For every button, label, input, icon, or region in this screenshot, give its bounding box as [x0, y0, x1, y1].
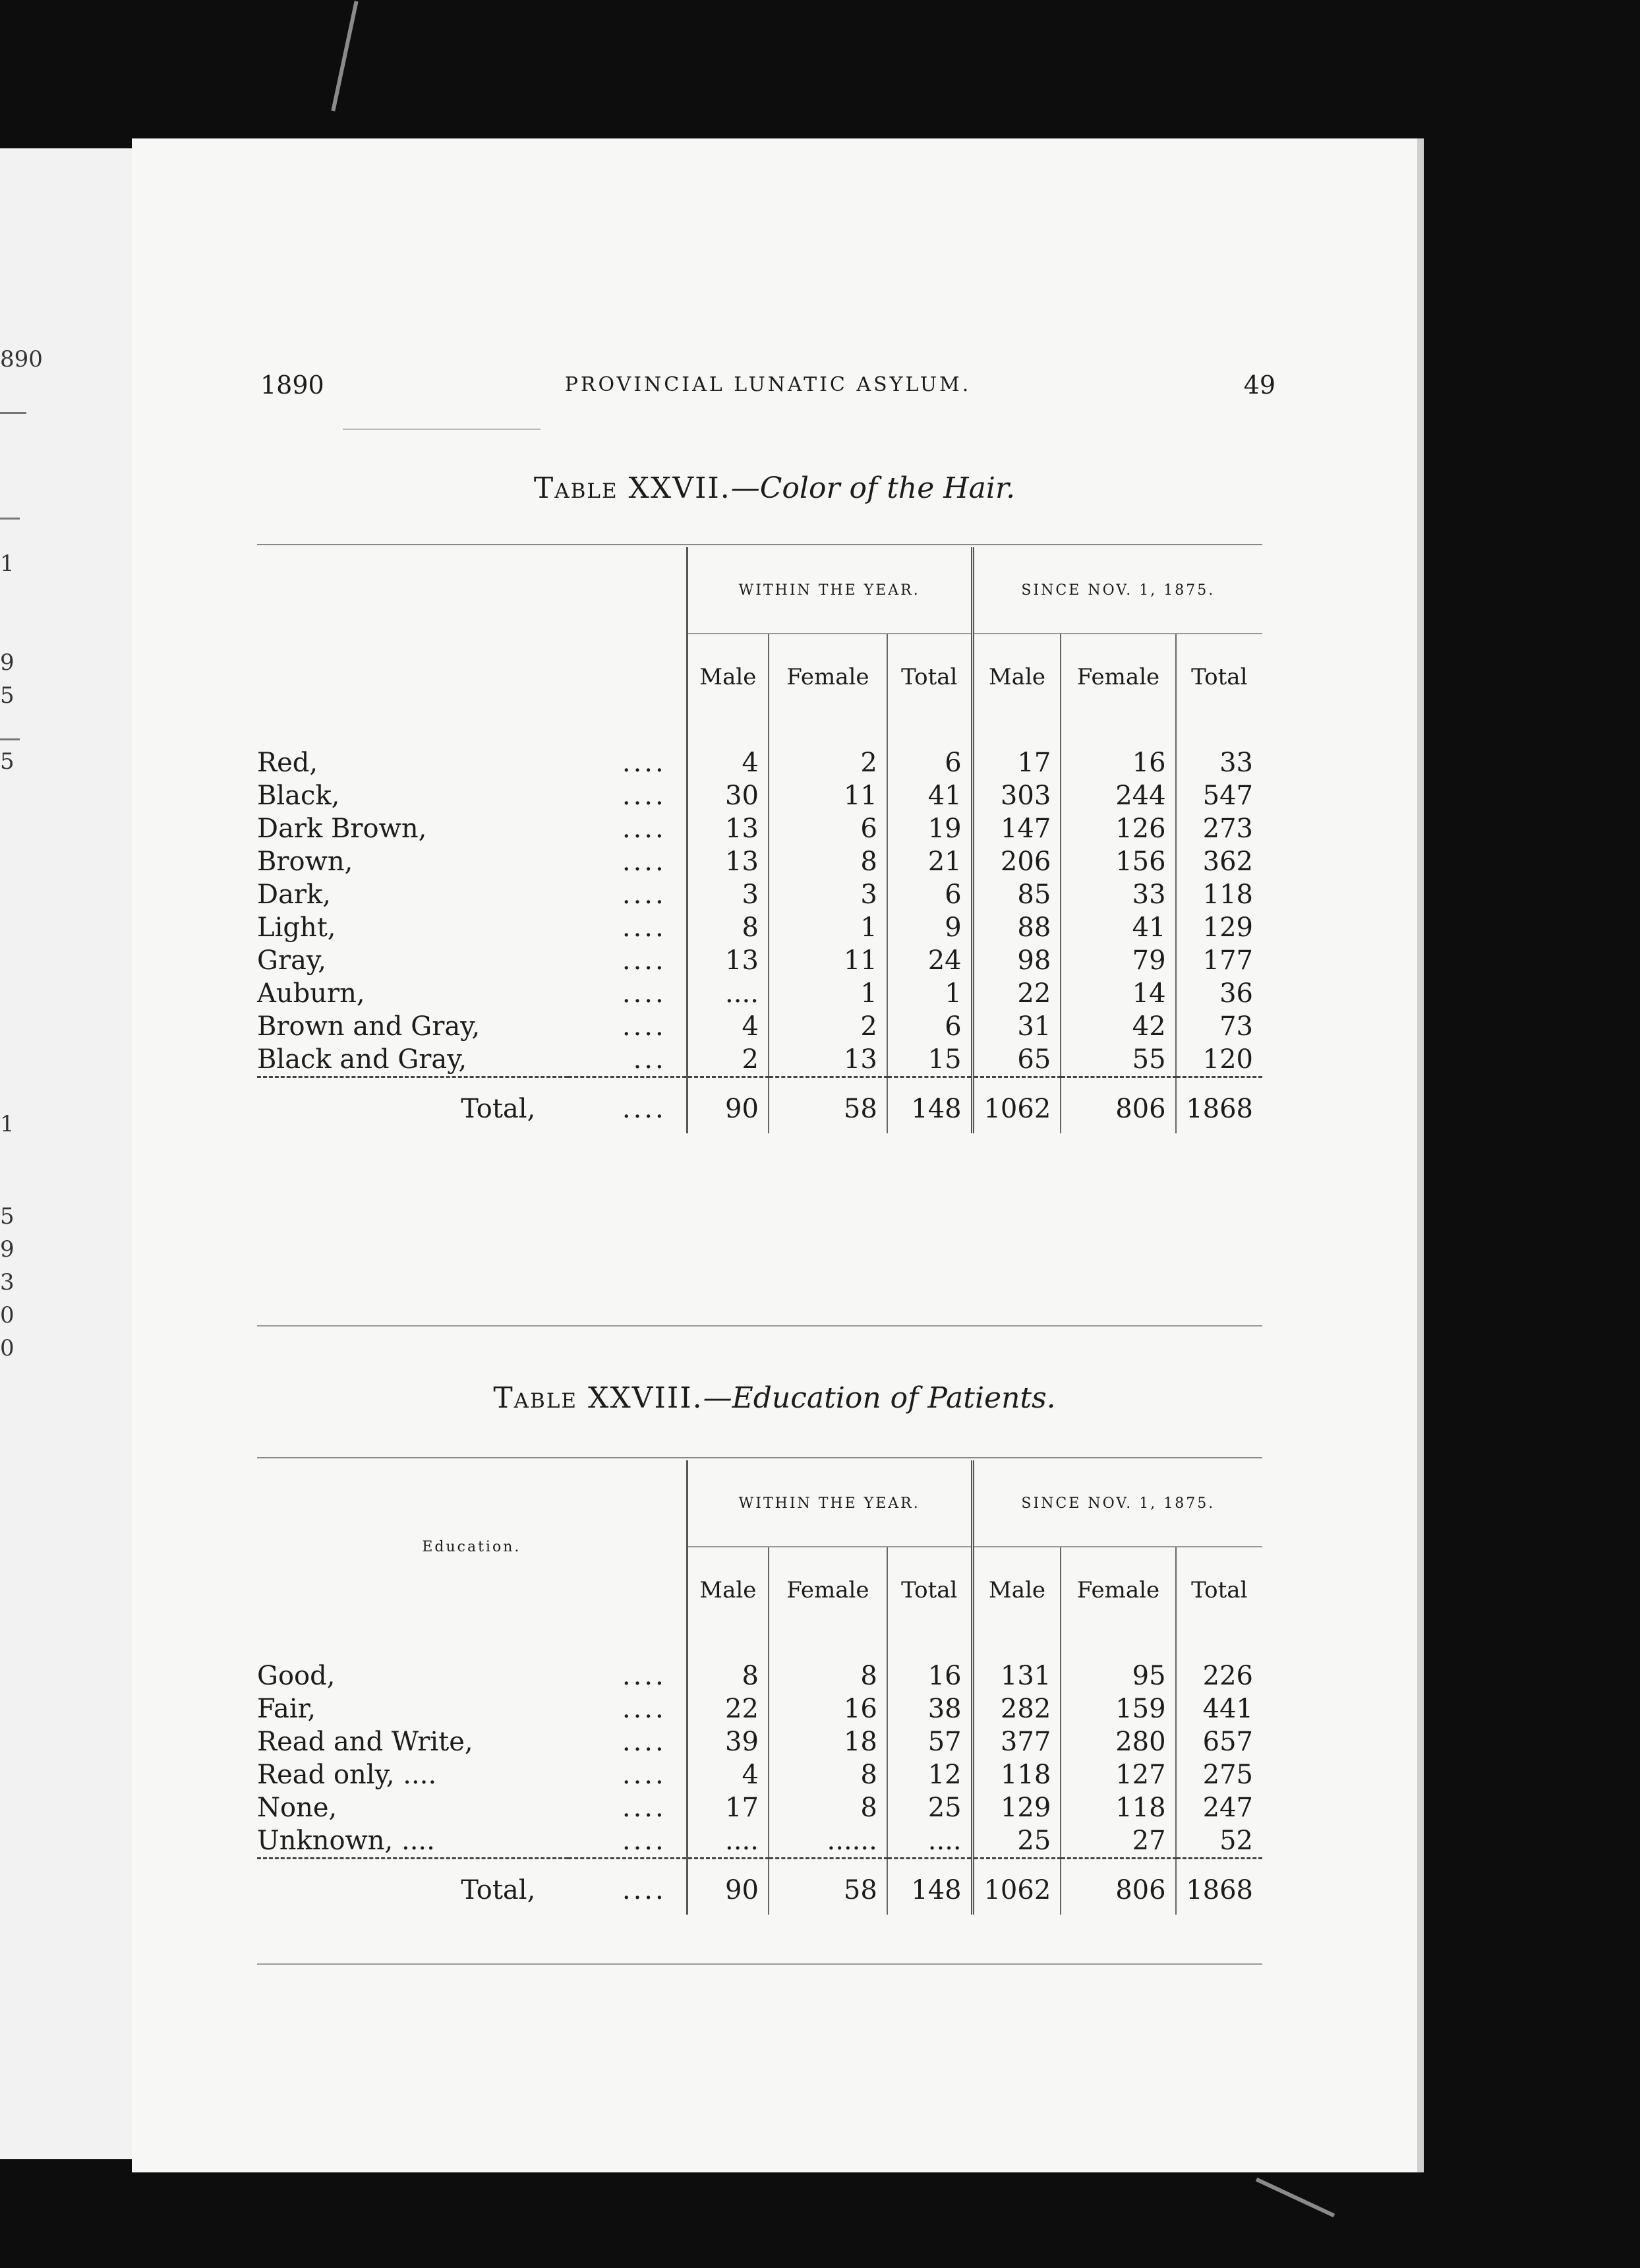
table-cell: 42	[1061, 1010, 1175, 1043]
total-cell: 58	[769, 1077, 887, 1134]
facing-page-fragment: 890	[0, 346, 43, 373]
group-heading-within-year: WITHIN THE YEAR.	[687, 547, 972, 634]
divider	[0, 518, 20, 520]
table-row	[257, 746, 1262, 779]
total-cell: 806	[1061, 1859, 1175, 1915]
leader-dots: ....	[622, 1727, 666, 1757]
total-cell: 58	[769, 1859, 887, 1915]
column-header: Female	[769, 1547, 887, 1633]
table-cell: 21	[887, 845, 972, 878]
hair-color-table	[257, 547, 1262, 1133]
table-cell: 6	[769, 812, 887, 845]
table-bottom-rule	[257, 1963, 1262, 1965]
table-cell: 14	[1061, 977, 1175, 1010]
column-header: Male	[972, 634, 1061, 720]
table-cell: 41	[887, 779, 972, 812]
head-rule	[343, 429, 541, 430]
table-cell: 95	[1061, 1659, 1175, 1692]
column-header: Female	[1061, 1547, 1175, 1633]
table-top-rule	[257, 544, 1262, 545]
table-row	[257, 977, 1262, 1010]
leader-dots: ....	[622, 945, 666, 976]
leader-dots: ....	[568, 1077, 687, 1134]
table-cell: 31	[972, 1010, 1061, 1043]
table-cell: 127	[1061, 1758, 1175, 1791]
table-cell: 120	[1176, 1043, 1262, 1077]
row-label: Brown,	[257, 847, 353, 877]
table-cell: 159	[1061, 1692, 1175, 1725]
table-row	[257, 812, 1262, 845]
leader-dots: ....	[622, 1826, 666, 1856]
row-label: Brown and Gray,	[257, 1011, 481, 1042]
table-cell: 13	[769, 1043, 887, 1077]
table-cell: 147	[972, 812, 1061, 845]
leader-dots: ....	[622, 748, 666, 778]
row-label: Good,	[257, 1661, 336, 1691]
facing-page-fragment: 0	[0, 1302, 15, 1328]
facing-page-fragment: 1	[0, 1111, 15, 1137]
table-cell: 98	[972, 944, 1061, 977]
table-bottom-rule	[257, 1325, 1262, 1327]
table-cell: 8	[769, 845, 887, 878]
table-cell: 282	[972, 1692, 1061, 1725]
table-row	[257, 1791, 1262, 1824]
paper-scrap	[331, 1, 358, 111]
table-cell: 17	[687, 1791, 769, 1824]
facing-page-fragment: 9	[0, 1236, 15, 1263]
table-cell: 12	[887, 1758, 972, 1791]
total-row	[257, 1077, 1262, 1134]
leader-dots: ....	[622, 1011, 666, 1042]
facing-page-fragment: 5	[0, 748, 15, 775]
table-cell: ......	[769, 1824, 887, 1859]
leader-dots: ...	[633, 1044, 666, 1075]
table-row	[257, 878, 1262, 911]
table-cell: 244	[1061, 779, 1175, 812]
table-row	[257, 1725, 1262, 1758]
table-cell: 88	[972, 911, 1061, 944]
row-label: Dark,	[257, 880, 331, 910]
table-cell: ....	[687, 1824, 769, 1859]
table-cell: 441	[1176, 1692, 1262, 1725]
facing-page-fragment: 1	[0, 551, 15, 577]
table-row	[257, 779, 1262, 812]
table-cell: 16	[887, 1659, 972, 1692]
total-cell: 1868	[1176, 1859, 1262, 1915]
table-cell: 52	[1176, 1824, 1262, 1859]
table-row	[257, 1692, 1262, 1725]
table-cell: 156	[1061, 845, 1175, 878]
table-cell: 6	[887, 746, 972, 779]
facing-page-fragment: 5	[0, 1203, 15, 1230]
table-title	[132, 1381, 1417, 1415]
table-cell: 126	[1061, 812, 1175, 845]
total-cell: 806	[1061, 1077, 1175, 1134]
group-heading-since-1875: SINCE NOV. 1, 1875.	[972, 547, 1262, 634]
facing-page-fragment: 9	[0, 649, 15, 676]
table-cell: 6	[887, 878, 972, 911]
table-cell: 22	[687, 1692, 769, 1725]
table-cell: 280	[1061, 1725, 1175, 1758]
table-cell: 79	[1061, 944, 1175, 977]
leader-dots: ....	[622, 781, 666, 811]
table-cell: 33	[1176, 746, 1262, 779]
table-cell: 247	[1176, 1791, 1262, 1824]
table-cell: 6	[887, 1010, 972, 1043]
table-cell: 16	[769, 1692, 887, 1725]
table-cell: 2	[769, 746, 887, 779]
table-cell: 15	[887, 1043, 972, 1077]
table-row	[257, 1010, 1262, 1043]
table-cell: 4	[687, 746, 769, 779]
table-cell: 8	[769, 1791, 887, 1824]
column-header: Male	[687, 1547, 769, 1633]
table-cell: 177	[1176, 944, 1262, 977]
group-heading-since-1875: SINCE NOV. 1, 1875.	[972, 1460, 1262, 1547]
divider	[0, 412, 26, 414]
total-cell: 1062	[972, 1859, 1061, 1915]
table-cell: 657	[1176, 1725, 1262, 1758]
education-table	[257, 1460, 1262, 1915]
table-row	[257, 1043, 1262, 1077]
table-cell: 17	[972, 746, 1061, 779]
table-top-rule	[257, 1457, 1262, 1458]
row-label: Fair,	[257, 1694, 316, 1724]
table-cell: 118	[1176, 878, 1262, 911]
row-label: Read and Write,	[257, 1727, 473, 1757]
table-cell: 57	[887, 1725, 972, 1758]
row-label: Red,	[257, 748, 318, 778]
total-cell: 148	[887, 1859, 972, 1915]
leader-dots: ....	[568, 1859, 687, 1915]
table-cell: 1	[887, 977, 972, 1010]
table-cell: 3	[769, 878, 887, 911]
table-cell: 19	[887, 812, 972, 845]
row-label: Light,	[257, 912, 336, 943]
column-header: Total	[1176, 1547, 1262, 1633]
table-cell: 33	[1061, 878, 1175, 911]
table-cell: 8	[687, 1659, 769, 1692]
total-label: Total,	[257, 1859, 568, 1915]
leader-dots: ....	[622, 1760, 666, 1790]
book-page	[132, 138, 1417, 2172]
table-cell: 118	[1061, 1791, 1175, 1824]
table-cell: 11	[769, 944, 887, 977]
row-label: Read only, ....	[257, 1760, 437, 1790]
stub-heading	[257, 547, 687, 720]
total-row	[257, 1859, 1262, 1915]
table-cell: 13	[687, 845, 769, 878]
leader-dots: ....	[622, 880, 666, 910]
leader-dots: ....	[622, 1661, 666, 1691]
table-cell: 547	[1176, 779, 1262, 812]
table-caption: —Education of Patients.	[703, 1381, 1056, 1415]
leader-dots: ....	[622, 847, 666, 877]
total-label: Total,	[257, 1077, 568, 1134]
total-cell: 90	[687, 1859, 769, 1915]
column-header: Male	[687, 634, 769, 720]
table-cell: 25	[972, 1824, 1061, 1859]
table-cell: 206	[972, 845, 1061, 878]
table-cell: 65	[972, 1043, 1061, 1077]
table-number: Table XXVII.	[533, 471, 731, 505]
total-cell: 90	[687, 1077, 769, 1134]
divider	[0, 738, 20, 740]
leader-dots: ....	[622, 912, 666, 943]
table-cell: 303	[972, 779, 1061, 812]
table-cell: 273	[1176, 812, 1262, 845]
table-cell: 13	[687, 944, 769, 977]
table-cell: 16	[1061, 746, 1175, 779]
column-header: Female	[1061, 634, 1175, 720]
table-caption: —Color of the Hair.	[730, 471, 1016, 505]
column-header: Male	[972, 1547, 1061, 1633]
leader-dots: ....	[622, 1694, 666, 1724]
total-cell: 148	[887, 1077, 972, 1134]
paper-scrap	[1256, 2178, 1335, 2217]
facing-page-fragment: 5	[0, 682, 15, 709]
table-cell: 55	[1061, 1043, 1175, 1077]
group-heading-within-year: WITHIN THE YEAR.	[687, 1460, 972, 1547]
column-header: Total	[887, 1547, 972, 1633]
table-cell: ....	[687, 977, 769, 1010]
table-cell: 377	[972, 1725, 1061, 1758]
column-header: Total	[887, 634, 972, 720]
total-cell: 1062	[972, 1077, 1061, 1134]
table-cell: 73	[1176, 1010, 1262, 1043]
table-cell: 41	[1061, 911, 1175, 944]
table-cell: 2	[769, 1010, 887, 1043]
table-row	[257, 1758, 1262, 1791]
table-cell: 4	[687, 1758, 769, 1791]
table-cell: 39	[687, 1725, 769, 1758]
table-cell: 118	[972, 1758, 1061, 1791]
table-cell: ....	[887, 1824, 972, 1859]
table-cell: 24	[887, 944, 972, 977]
table-cell: 362	[1176, 845, 1262, 878]
table-cell: 9	[887, 911, 972, 944]
table-cell: 8	[769, 1659, 887, 1692]
stub-heading: Education.	[422, 1538, 521, 1555]
table-cell: 36	[1176, 977, 1262, 1010]
leader-dots: ....	[622, 978, 666, 1009]
table-cell: 3	[687, 878, 769, 911]
table-cell: 4	[687, 1010, 769, 1043]
row-label: Auburn,	[257, 978, 365, 1009]
table-cell: 8	[769, 1758, 887, 1791]
leader-dots: ....	[622, 1793, 666, 1823]
row-label: None,	[257, 1793, 337, 1823]
table-cell: 85	[972, 878, 1061, 911]
leader-dots: ....	[622, 814, 666, 844]
table-cell: 27	[1061, 1824, 1175, 1859]
table-cell: 22	[972, 977, 1061, 1010]
running-head-year: 1890	[260, 371, 324, 400]
table-row	[257, 1659, 1262, 1692]
table-cell: 13	[687, 812, 769, 845]
row-label: Unknown, ....	[257, 1826, 435, 1856]
table-cell: 38	[887, 1692, 972, 1725]
table-row	[257, 911, 1262, 944]
facing-page-fragment: 3	[0, 1269, 15, 1296]
table-cell: 226	[1176, 1659, 1262, 1692]
table-cell: 2	[687, 1043, 769, 1077]
table-cell: 11	[769, 779, 887, 812]
table-cell: 131	[972, 1659, 1061, 1692]
table-number: Table XXVIII.	[493, 1381, 703, 1415]
column-header: Total	[1176, 634, 1262, 720]
row-label: Dark Brown,	[257, 814, 427, 844]
facing-page-fragment: 0	[0, 1335, 15, 1361]
table-row	[257, 845, 1262, 878]
table-cell: 25	[887, 1791, 972, 1824]
row-label: Black,	[257, 781, 340, 811]
row-label: Black and Gray,	[257, 1044, 467, 1075]
running-head-title: PROVINCIAL LUNATIC ASYLUM.	[564, 373, 972, 396]
table-cell: 129	[1176, 911, 1262, 944]
table-cell: 8	[687, 911, 769, 944]
running-head	[260, 371, 1275, 410]
table-title	[132, 471, 1417, 505]
table-cell: 129	[972, 1791, 1061, 1824]
total-cell: 1868	[1176, 1077, 1262, 1134]
table-cell: 1	[769, 911, 887, 944]
table-cell: 18	[769, 1725, 887, 1758]
column-header: Female	[769, 634, 887, 720]
table-cell: 275	[1176, 1758, 1262, 1791]
table-row	[257, 1824, 1262, 1859]
table-row	[257, 944, 1262, 977]
row-label: Gray,	[257, 945, 326, 976]
table-cell: 1	[769, 977, 887, 1010]
table-cell: 30	[687, 779, 769, 812]
page-number: 49	[1243, 371, 1275, 400]
